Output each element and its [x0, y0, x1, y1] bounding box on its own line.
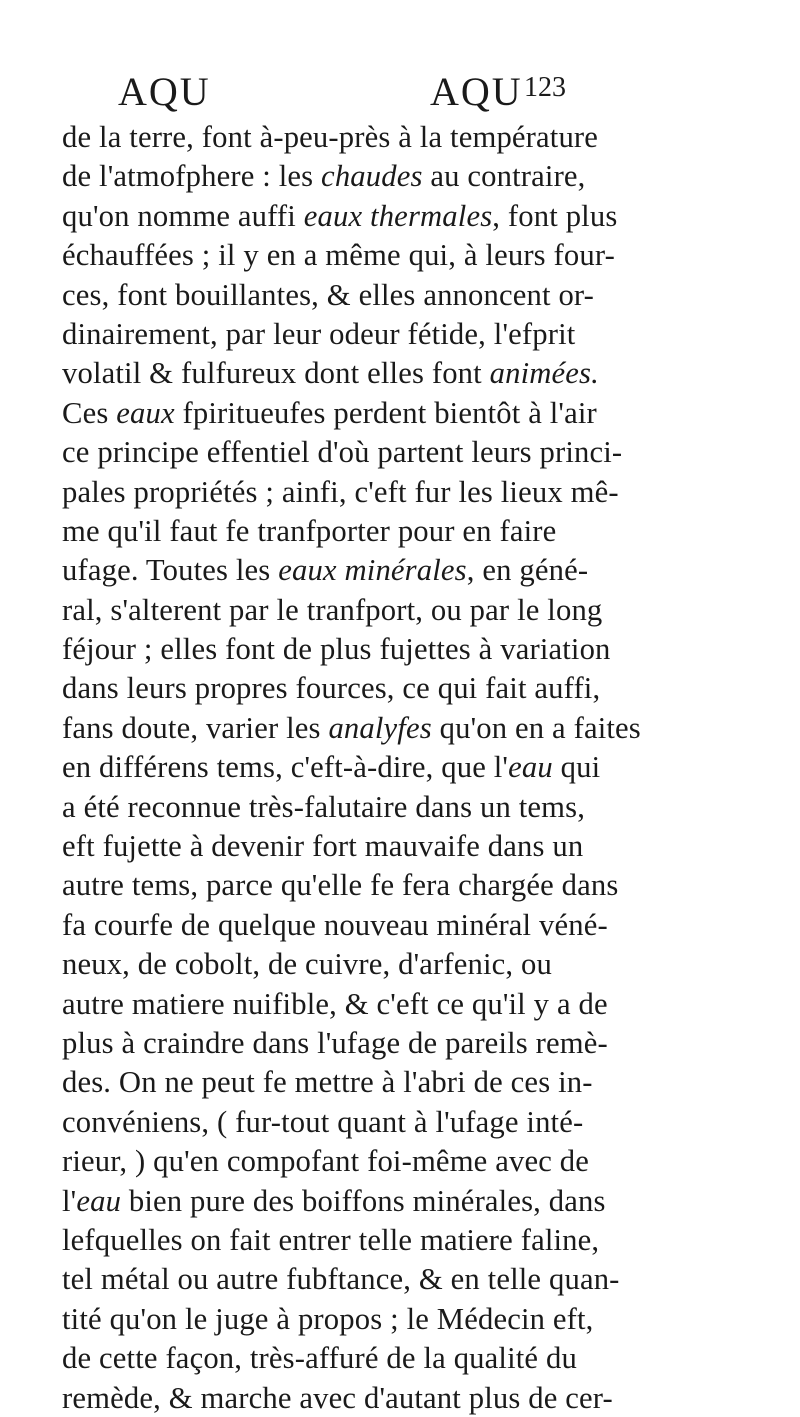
- text-line: [62, 314, 774, 353]
- text-segment: de l'atmofphere : les: [62, 158, 322, 194]
- text-segment: qu'on nomme auffi: [62, 197, 304, 233]
- text-line: [62, 1141, 774, 1180]
- text-segment: qu'on en a faites: [431, 709, 641, 745]
- text-line: [62, 235, 774, 274]
- text-segment: tité qu'on le juge à propos ; le Médecin eft,: [62, 1300, 594, 1336]
- text-line: [62, 1299, 774, 1338]
- text-segment: de cette façon, très-affuré de la qualité du: [62, 1340, 577, 1376]
- text-line: [62, 196, 774, 235]
- text-segment: qui: [552, 749, 601, 785]
- text-segment: , font plus: [492, 197, 618, 233]
- text-line: [62, 511, 774, 550]
- body-text: [62, 117, 782, 1417]
- text-segment: Ces: [62, 394, 117, 430]
- text-line: [62, 668, 774, 707]
- italic-text: chaudes: [321, 158, 423, 194]
- text-segment: convéniens, ( fur-tout quant à l'ufage inté-: [62, 1103, 584, 1139]
- text-line: [62, 905, 774, 944]
- running-head: [0, 68, 800, 118]
- text-segment: autre tems, parce qu'elle fe fera chargée dans: [62, 867, 619, 903]
- text-line: [62, 1220, 774, 1259]
- text-line: [62, 629, 774, 668]
- italic-text: eau: [508, 749, 553, 785]
- text-line: [62, 747, 774, 786]
- text-segment: me qu'il faut fe tranfporter pour en faire: [62, 512, 557, 548]
- text-segment: lefquelles on fait entrer telle matiere faline,: [62, 1221, 600, 1257]
- running-head-center: AQU: [430, 69, 523, 114]
- page-number: 123: [524, 72, 566, 103]
- text-segment: au contraire,: [422, 158, 586, 194]
- text-line: [62, 787, 774, 826]
- italic-text: eaux: [116, 394, 175, 430]
- text-segment: fpiritueufes perdent bientôt à l'air: [174, 394, 597, 430]
- text-line: [62, 1102, 774, 1141]
- text-segment: fa courfe de quelque nouveau minéral véné-: [62, 906, 608, 942]
- text-line: [62, 550, 774, 589]
- text-segment: de la terre, font à-peu-près à la température: [62, 119, 599, 154]
- text-segment: , en géné-: [466, 552, 589, 588]
- text-segment: tel métal ou autre fubftance, & en telle quan-: [62, 1261, 620, 1297]
- text-line: [62, 353, 774, 392]
- text-line: [62, 1023, 774, 1062]
- text-segment: l': [62, 1182, 77, 1218]
- text-segment: fans doute, varier les: [62, 709, 329, 745]
- text-segment: des. On ne peut fe mettre à l'abri de ces in-: [62, 1064, 593, 1100]
- text-segment: eft fujette à devenir fort mauvaife dans un: [62, 828, 584, 864]
- text-line: [62, 944, 774, 983]
- text-segment: en différens tems, c'eft-à-dire, que l': [62, 749, 509, 785]
- text-line: [62, 117, 774, 156]
- text-segment: bien pure des boiffons minérales, dans: [121, 1182, 606, 1218]
- text-segment: ufage. Toutes les: [62, 552, 279, 588]
- text-line: [62, 1378, 774, 1417]
- text-line: [62, 984, 774, 1023]
- italic-text: eaux thermales: [303, 197, 493, 233]
- italic-text: eau: [76, 1182, 122, 1218]
- text-line: [62, 472, 774, 511]
- text-line: [62, 1181, 774, 1220]
- text-line: [62, 1338, 774, 1377]
- text-line: [62, 865, 774, 904]
- text-segment: neux, de cobolt, de cuivre, d'arfenic, ou: [62, 946, 552, 982]
- text-segment: ral, s'alterent par le tranfport, ou par le long: [62, 591, 603, 627]
- text-line: [62, 1259, 774, 1298]
- running-head-left: AQU: [118, 69, 211, 114]
- text-segment: ces, font bouillantes, & elles annoncent or-: [62, 276, 595, 312]
- text-segment: volatil & fulfureux dont elles font: [62, 355, 490, 391]
- text-segment: a été reconnue très-falutaire dans un tems,: [62, 788, 586, 824]
- text-segment: dinairement, par leur odeur fétide, l'efprit: [62, 315, 576, 351]
- text-segment: pales propriétés ; ainfi, c'eft fur les lieux mê-: [62, 473, 619, 509]
- italic-text: eaux minérales: [278, 552, 467, 588]
- italic-text: animées.: [489, 355, 599, 391]
- text-line: [62, 275, 774, 314]
- text-segment: remède, & marche avec d'autant plus de cer-: [62, 1379, 613, 1415]
- text-line: [62, 826, 774, 865]
- text-line: [62, 708, 774, 747]
- text-segment: dans leurs propres fources, ce qui fait auffi,: [62, 670, 601, 706]
- italic-text: analyfes: [328, 709, 432, 745]
- text-line: [62, 393, 774, 432]
- text-line: [62, 156, 774, 195]
- text-segment: échauffées ; il y en a même qui, à leurs four-: [62, 237, 615, 273]
- text-line: [62, 432, 774, 471]
- text-segment: ce principe effentiel d'où partent leurs princi-: [62, 434, 623, 470]
- text-segment: rieur, ) qu'en compofant foi-même avec de: [62, 1143, 590, 1179]
- text-line: [62, 1062, 774, 1101]
- text-segment: féjour ; elles font de plus fujettes à variation: [62, 631, 611, 667]
- text-segment: plus à craindre dans l'ufage de pareils remè-: [62, 1024, 608, 1060]
- text-line: [62, 590, 774, 629]
- text-segment: autre matiere nuifible, & c'eft ce qu'il y a de: [62, 985, 608, 1021]
